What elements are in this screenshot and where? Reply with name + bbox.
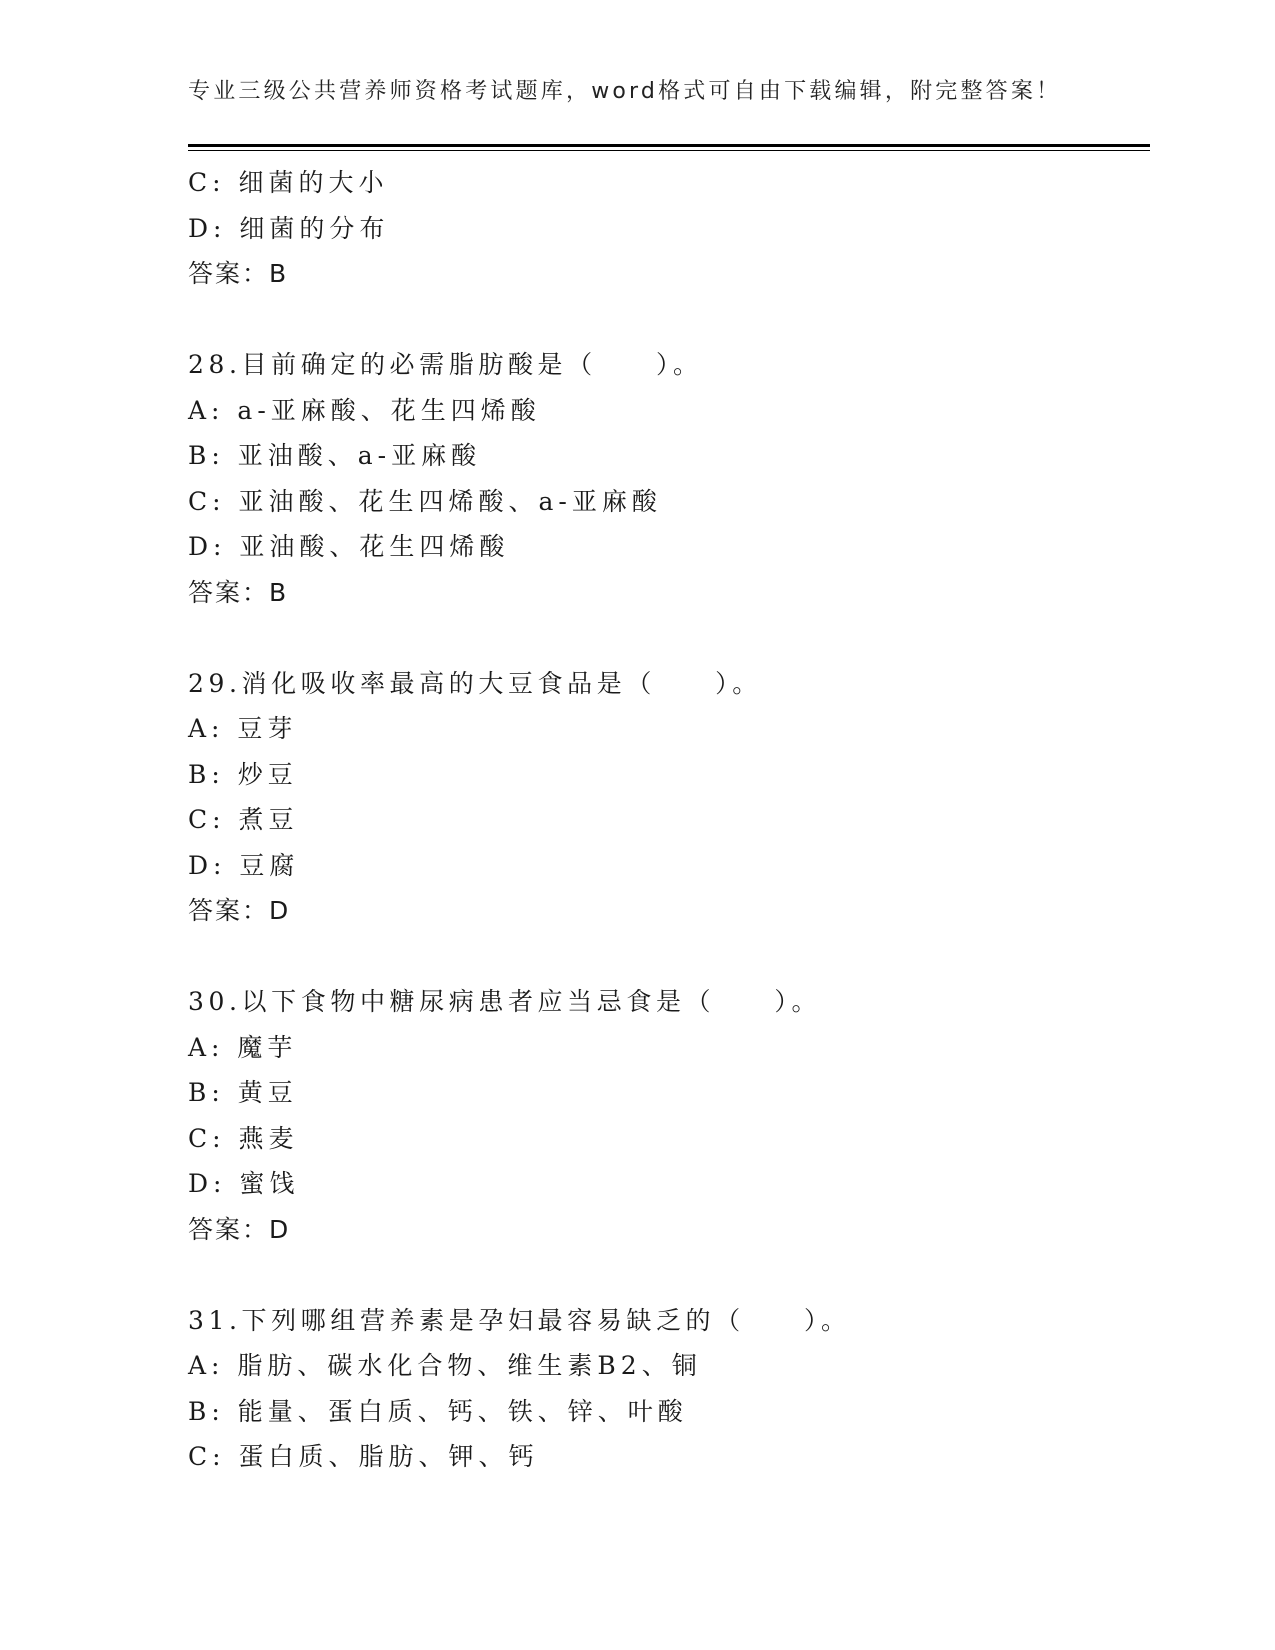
option-c: C: 煮豆 bbox=[188, 805, 299, 834]
option-b: B: 黄豆 bbox=[188, 1078, 298, 1107]
option-a: A: 豆芽 bbox=[188, 714, 298, 743]
question-29: 29.消化吸收率最高的大豆食品是（ ）。 bbox=[188, 668, 762, 698]
question-31: 31.下列哪组营养素是孕妇最容易缺乏的（ ）。 bbox=[188, 1305, 851, 1335]
option-c: C: 细菌的大小 bbox=[188, 168, 389, 197]
option-b: B: 亚油酸、a-亚麻酸 bbox=[188, 441, 482, 470]
spacer bbox=[188, 934, 1150, 980]
option-c: C: 燕麦 bbox=[188, 1123, 299, 1153]
question-28: 28.目前确定的必需脂肪酸是（ ）。 bbox=[188, 350, 703, 379]
option-a: A: 魔芋 bbox=[188, 1032, 298, 1062]
spacer bbox=[188, 1252, 1150, 1298]
option-b: B: 炒豆 bbox=[188, 759, 298, 789]
spacer bbox=[188, 615, 1150, 661]
page-header: 专业三级公共营养师资格考试题库，word格式可自由下载编辑，附完整答案！ bbox=[188, 79, 1062, 104]
option-a: A: a-亚麻酸、花生四烯酸 bbox=[188, 395, 541, 425]
option-a: A: 脂肪、碳水化合物、维生素B2、铜 bbox=[188, 1351, 702, 1380]
option-d: D: 豆腐 bbox=[188, 850, 300, 880]
question-30: 30.以下食物中糖尿病患者应当忌食是（ ）。 bbox=[188, 987, 822, 1016]
option-d: D: 细菌的分布 bbox=[188, 213, 390, 243]
option-d: D: 蜜饯 bbox=[188, 1169, 300, 1198]
header-rule-thick bbox=[188, 144, 1150, 147]
answer-line: 答案：D bbox=[188, 1214, 291, 1244]
option-d: D: 亚油酸、花生四烯酸 bbox=[188, 532, 510, 561]
document-body bbox=[188, 160, 1150, 1480]
answer-line: 答案：B bbox=[188, 577, 289, 607]
header-rule-thin bbox=[188, 150, 1150, 151]
option-c: C: 蛋白质、脂肪、钾、钙 bbox=[188, 1442, 539, 1471]
option-c: C: 亚油酸、花生四烯酸、a-亚麻酸 bbox=[188, 486, 662, 516]
spacer bbox=[188, 297, 1150, 343]
answer-line: 答案：D bbox=[188, 896, 291, 925]
answer-line: 答案：B bbox=[188, 259, 289, 288]
option-b: B: 能量、蛋白质、钙、铁、锌、叶酸 bbox=[188, 1396, 688, 1426]
